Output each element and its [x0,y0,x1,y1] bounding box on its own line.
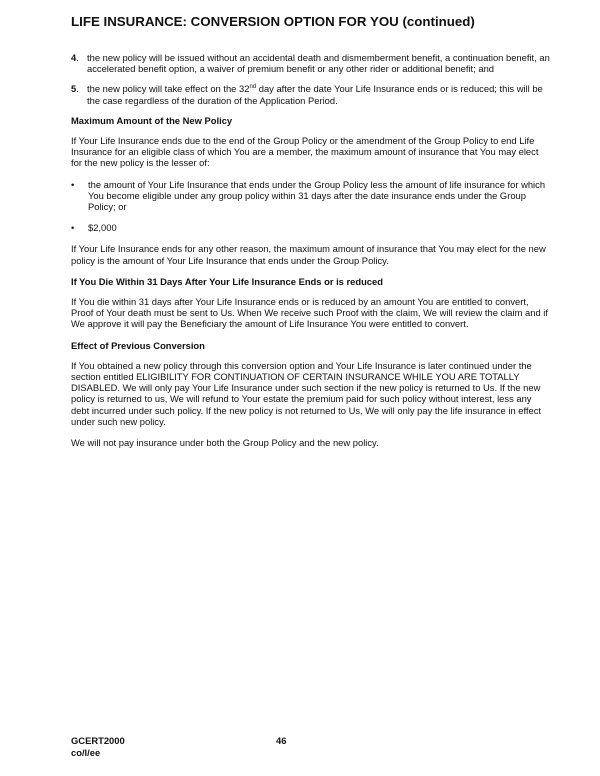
item-number: 5. [71,83,79,95]
previous-conversion-body: If You obtained a new policy through this conversion option and Your Life Insurance is later continued under the section entitled ELIGIBILITY FOR CONTINUATION OF CERTAIN INSURANCE WHILE YOU ARE TOTALLY DISABLED. We will only pay Your Life Insurance under such section if the new policy is returned to Us. If the new policy is returned to us, We will refund to Your estate the premium paid for such policy without interest, less any debt incurred under such policy. If the new policy is not returned to Us, We will only pay the life insurance in effect under such new policy. [71,359,542,427]
bullet-icon: • [71,178,75,190]
die-within-body: If You die within 31 days after Your Life Insurance ends or is reduced by an amount You are entitled to convert, Proof of Your death must be sent to Us. When We receive such Proof with the claim, We will review the claim and if We approve it will pay the Beneficiary the amount of Life Insurance You were entitled to convert. [71,296,548,330]
numbered-item-4 [71,52,551,74]
form-sub-code: co/l/ee [71,746,101,758]
item-text: the new policy will take effect on the 32nd day after the date Your Life Insurance ends or is reduced; this will be the case regardless of the duration of the Application Period. [87,83,543,106]
bullet-text: $2,000 [88,222,117,234]
section-heading-maximum-amount: Maximum Amount of the New Policy [71,114,233,126]
bullet-item [71,179,551,213]
section-heading-previous-conversion: Effect of Previous Conversion [71,339,205,351]
item-number: 4. [71,52,79,63]
item-text: the new policy will be issued without an accidental death and dismemberment benefit, a continuation benefit, an accelerated benefit option, a waiver of premium benefit or any other rider or additional benefit; and [87,52,550,75]
document-body [71,52,551,458]
maximum-amount-closing: If Your Life Insurance ends for any other reason, the maximum amount of insurance that You may elect for the new policy is the amount of Your Life Insurance that ends under the Group Policy. [71,243,546,266]
bullet-text: the amount of Your Life Insurance that ends under the Group Policy less the amount of life insurance for which You become eligible under any group policy within 31 days after the date insurance ends under the Group Policy; or [88,178,546,213]
footer-form-code [71,735,125,758]
previous-conversion-closing: We will not pay insurance under both the Group Policy and the new policy. [71,437,379,449]
section-heading-die-within: If You Die Within 31 Days After Your Life Insurance Ends or is reduced [71,275,383,287]
form-code: GCERT2000 [71,735,125,746]
numbered-item-5 [71,83,551,105]
maximum-amount-intro: If Your Life Insurance ends due to the end of the Group Policy or the amendment of the Group Policy to end Life Insurance for an eligible class of which You are a member, the maximum amount of insurance that You may elect for the new policy is the lesser of: [71,135,539,169]
bullet-icon: • [71,222,75,234]
bullet-item [71,222,551,233]
page-number: 46 [276,735,287,746]
page-title: LIFE INSURANCE: CONVERSION OPTION FOR YOU (continued) [71,14,475,29]
